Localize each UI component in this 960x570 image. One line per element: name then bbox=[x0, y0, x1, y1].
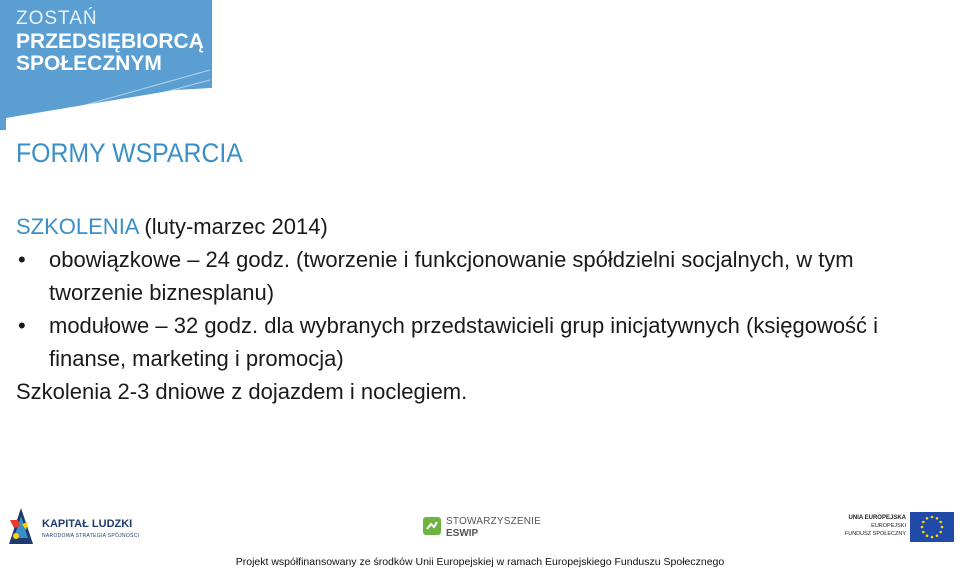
eswip-line-1: STOWARZYSZENIE bbox=[446, 516, 542, 527]
page-title: FORMY WSPARCIA bbox=[16, 138, 243, 168]
eu-text bbox=[838, 514, 906, 538]
brand-line-1: ZOSTAŃ bbox=[16, 8, 98, 29]
eswip-icon bbox=[422, 516, 442, 536]
bullet-item: • obowiązkowe – 24 godz. (tworzenie i funkcjonowanie spółdzielni socjalnych, w tym tworzenie biznesplanu) bbox=[16, 243, 946, 309]
eu-line-1: UNIA EUROPEJSKA bbox=[848, 515, 906, 521]
kapital-ludzki-logo bbox=[6, 506, 146, 546]
funding-footnote: Projekt współfinansowany ze środków Unii Europejskiej w ramach Europejskiego Funduszu Społecznego bbox=[235, 556, 725, 568]
eswip-line-2: ESWIP bbox=[446, 528, 479, 539]
eu-line-2: EUROPEJSKI bbox=[871, 523, 906, 529]
bullet-list bbox=[16, 243, 946, 375]
closing-line: Szkolenia 2-3 dniowe z dojazdem i noclegiem. bbox=[16, 379, 468, 404]
bullet-item: • modułowe – 32 godz. dla wybranych przedstawicieli grup inicjatywnych (księgowość i finanse, marketing i promocja) bbox=[16, 309, 946, 375]
brand-line-3: SPOŁECZNYM bbox=[16, 52, 162, 75]
main-content bbox=[16, 210, 946, 408]
brand-logo bbox=[0, 0, 212, 130]
eu-logo bbox=[838, 512, 956, 546]
kapital-ludzki-name: KAPITAŁ LUDZKI bbox=[42, 518, 133, 530]
eu-flag-icon bbox=[910, 512, 954, 542]
kapital-ludzki-sub: NARODOWA STRATEGIA SPÓJNOŚCI bbox=[42, 533, 140, 539]
eswip-logo bbox=[422, 514, 542, 540]
section-accent-label: SZKOLENIA bbox=[16, 214, 139, 239]
eu-line-3: FUNDUSZ SPOŁECZNY bbox=[844, 531, 906, 537]
section-heading bbox=[16, 210, 946, 243]
section-dates: (luty-marzec 2014) bbox=[138, 214, 328, 239]
kapital-ludzki-icon bbox=[6, 506, 36, 546]
brand-line-2: PRZEDSIĘBIORCĄ bbox=[16, 30, 204, 53]
footer-logos bbox=[0, 500, 960, 552]
